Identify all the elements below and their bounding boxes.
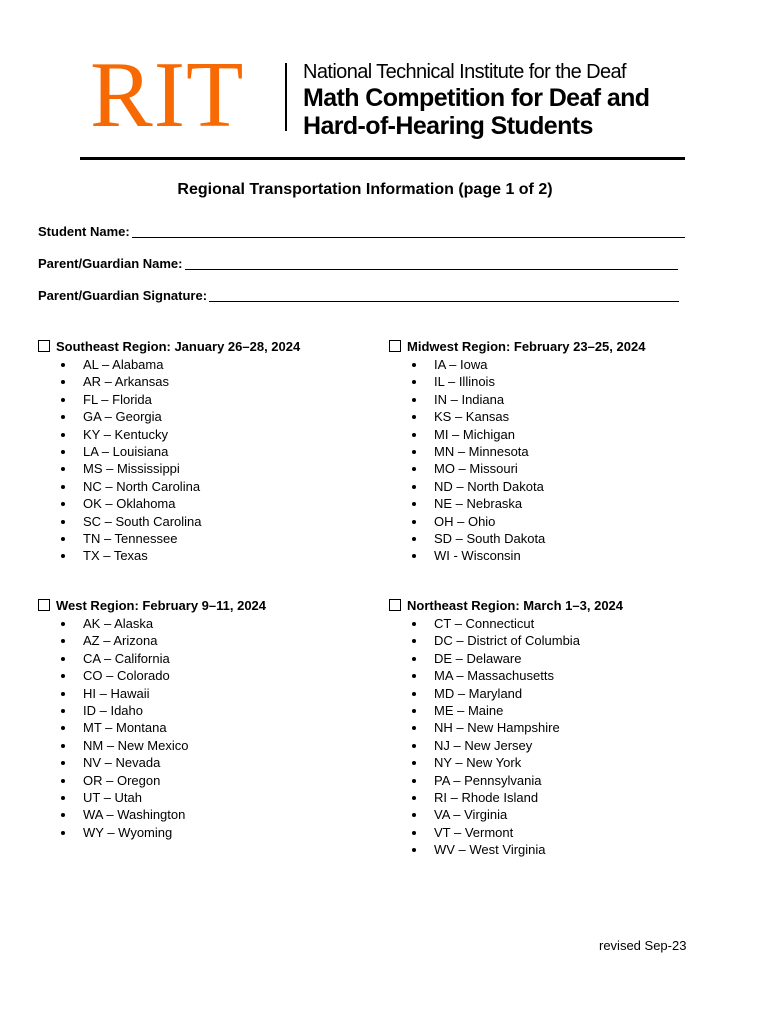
list-item: MO – Missouri — [389, 460, 645, 477]
student-name-line[interactable] — [132, 225, 685, 238]
region-west-heading[interactable] — [38, 597, 266, 615]
region-northeast-heading[interactable] — [389, 597, 623, 615]
region-midwest-heading[interactable] — [389, 338, 645, 356]
list-item: NE – Nebraska — [389, 495, 645, 512]
list-item: OR – Oregon — [38, 772, 266, 789]
revision-note: revised Sep-23 — [599, 938, 687, 953]
list-item: AR – Arkansas — [38, 373, 300, 390]
list-item: MS – Mississippi — [38, 460, 300, 477]
list-item: KY – Kentucky — [38, 426, 300, 443]
list-item: VT – Vermont — [389, 824, 623, 841]
parent-signature-line[interactable] — [209, 289, 679, 302]
region-midwest-label: Midwest Region: February 23–25, 2024 — [407, 339, 646, 354]
logo-line-ntid: National Technical Institute for the Deaf — [303, 61, 627, 83]
state-list — [389, 356, 645, 565]
list-item: NC – North Carolina — [38, 478, 300, 495]
list-item: MT – Montana — [38, 719, 266, 736]
checkbox-icon[interactable] — [38, 599, 50, 611]
list-item: VA – Virginia — [389, 806, 623, 823]
list-item: CA – California — [38, 650, 266, 667]
checkbox-icon[interactable] — [389, 340, 401, 352]
list-item: NH – New Hampshire — [389, 719, 623, 736]
parent-name-field[interactable] — [38, 256, 678, 272]
list-item: AZ – Arizona — [38, 632, 266, 649]
region-west-label: West Region: February 9–11, 2024 — [56, 598, 267, 613]
list-item: ME – Maine — [389, 702, 623, 719]
list-item: RI – Rhode Island — [389, 789, 623, 806]
region-midwest — [389, 338, 645, 565]
list-item: ID – Idaho — [38, 702, 266, 719]
state-list — [38, 615, 266, 841]
list-item: SC – South Carolina — [38, 513, 300, 530]
checkbox-icon[interactable] — [38, 340, 50, 352]
logo-text — [303, 60, 649, 140]
list-item: HI – Hawaii — [38, 685, 266, 702]
list-item: NJ – New Jersey — [389, 737, 623, 754]
list-item: FL – Florida — [38, 391, 300, 408]
list-item: GA – Georgia — [38, 408, 300, 425]
list-item: MI – Michigan — [389, 426, 645, 443]
state-list — [389, 615, 623, 858]
list-item: PA – Pennsylvania — [389, 772, 623, 789]
list-item: LA – Louisiana — [38, 443, 300, 460]
parent-signature-field[interactable] — [38, 288, 679, 304]
list-item: UT – Utah — [38, 789, 266, 806]
region-northeast — [389, 597, 623, 858]
list-item: TN – Tennessee — [38, 530, 300, 547]
list-item: MA – Massachusetts — [389, 667, 623, 684]
checkbox-icon[interactable] — [389, 599, 401, 611]
list-item: AK – Alaska — [38, 615, 266, 632]
list-item: MN – Minnesota — [389, 443, 645, 460]
list-item: WA – Washington — [38, 806, 266, 823]
region-southeast — [38, 338, 300, 565]
list-item: IA – Iowa — [389, 356, 645, 373]
list-item: DE – Delaware — [389, 650, 623, 667]
list-item: OH – Ohio — [389, 513, 645, 530]
list-item: NV – Nevada — [38, 754, 266, 771]
logo-divider — [285, 63, 287, 131]
list-item: MD – Maryland — [389, 685, 623, 702]
rit-logo: RIT — [90, 43, 245, 147]
list-item: KS – Kansas — [389, 408, 645, 425]
list-item: WV – West Virginia — [389, 841, 623, 858]
list-item: ND – North Dakota — [389, 478, 645, 495]
logo-line-competition: Math Competition for Deaf and — [303, 84, 650, 112]
student-name-field[interactable] — [38, 224, 685, 240]
parent-name-label: Parent/Guardian Name: — [38, 256, 183, 271]
header-divider — [80, 157, 685, 160]
list-item: TX – Texas — [38, 547, 300, 564]
region-west — [38, 597, 266, 841]
logo-line-students: Hard-of-Hearing Students — [303, 112, 593, 140]
parent-name-line[interactable] — [185, 257, 678, 270]
list-item: AL – Alabama — [38, 356, 300, 373]
list-item: CO – Colorado — [38, 667, 266, 684]
student-name-label: Student Name: — [38, 224, 130, 239]
list-item: IL – Illinois — [389, 373, 645, 390]
parent-signature-label: Parent/Guardian Signature: — [38, 288, 208, 303]
region-southeast-heading[interactable] — [38, 338, 300, 356]
region-southeast-label: Southeast Region: January 26–28, 2024 — [56, 339, 301, 354]
list-item: IN – Indiana — [389, 391, 645, 408]
list-item: SD – South Dakota — [389, 530, 645, 547]
state-list — [38, 356, 300, 565]
list-item: NM – New Mexico — [38, 737, 266, 754]
page-title: Regional Transportation Information (page 1 of 2) — [177, 181, 553, 198]
list-item: CT – Connecticut — [389, 615, 623, 632]
list-item: NY – New York — [389, 754, 623, 771]
list-item: WI - Wisconsin — [389, 547, 645, 564]
list-item: DC – District of Columbia — [389, 632, 623, 649]
list-item: WY – Wyoming — [38, 824, 266, 841]
list-item: OK – Oklahoma — [38, 495, 300, 512]
region-northeast-label: Northeast Region: March 1–3, 2024 — [407, 598, 624, 613]
